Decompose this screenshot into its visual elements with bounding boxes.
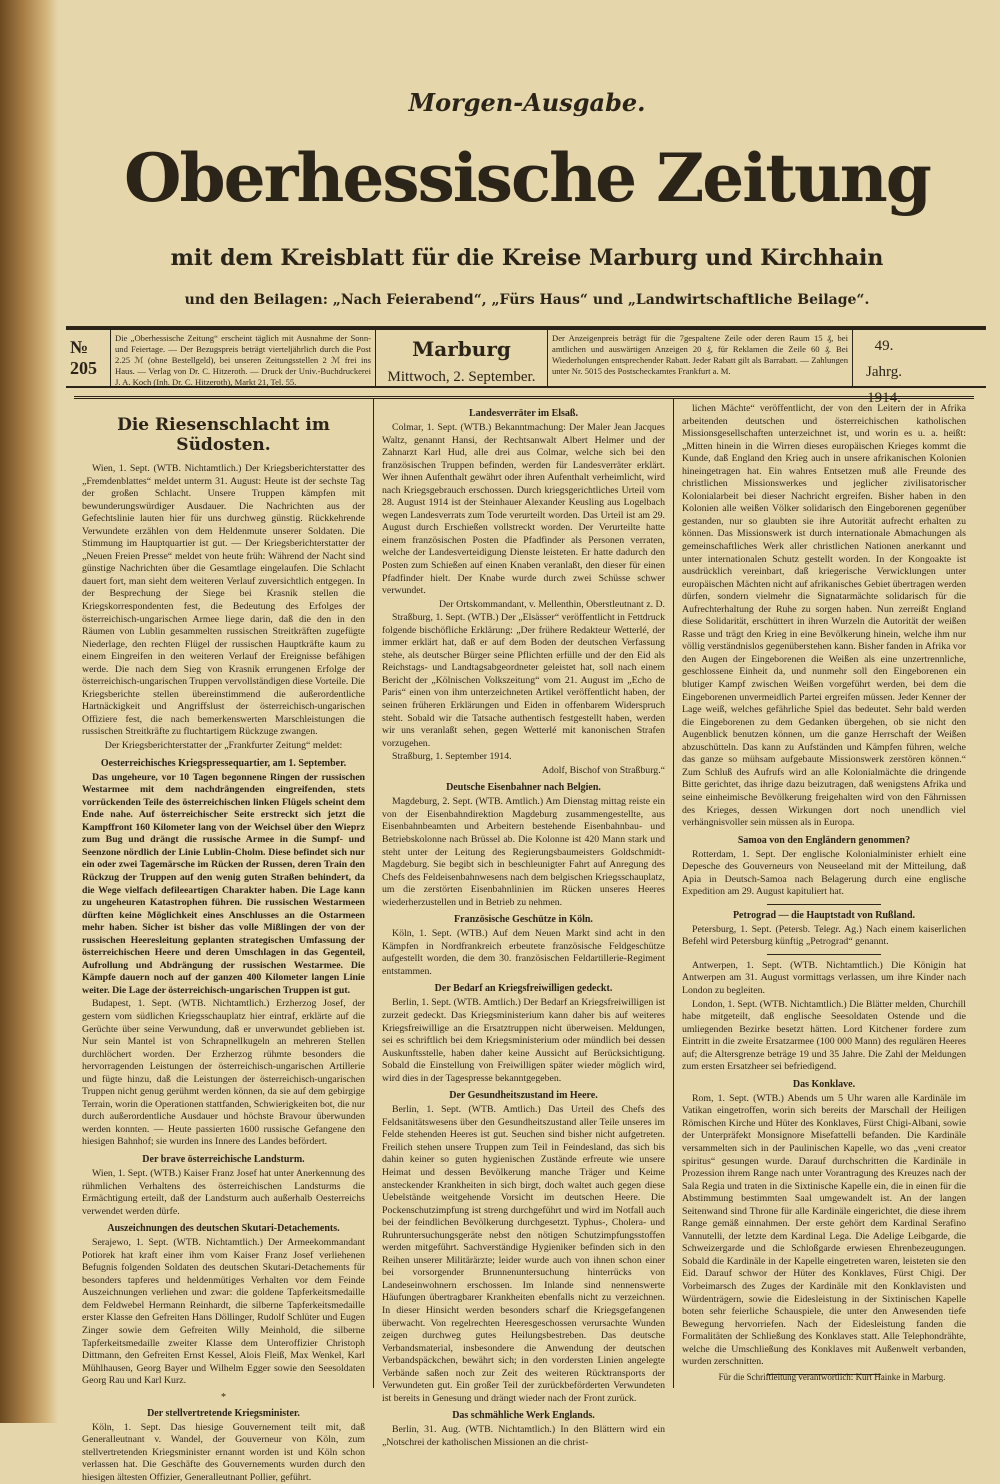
divider bbox=[767, 904, 881, 905]
column-1 bbox=[74, 399, 374, 1483]
subscription-info: Die „Oberhessische Zeitung“ erscheint täglich mit Ausnahme der Sonn- und Feiertage. — Der Bezugspreis beträgt vierteljährlich durch die Post 2.25 ℳ (ohne Bestellgeld), bei unseren Zeitungsstellen 2 ℳ frei ins Haus. — Verlag von Dr. C. Hitzeroth. — Druck der Univ.-Buchdruckerei J. A. Koch (Inh. Dr. C. Hitzeroth), Markt 21, Tel. 55. bbox=[111, 330, 376, 386]
article-columns bbox=[74, 396, 974, 1483]
editor-credit: Für die Schriftleitung verantwortlich: Kurt Hainke in Marburg. bbox=[718, 1372, 946, 1382]
article-paragraph: Petersburg, 1. Sept. (Petersb. Telegr. Ag.) Nach einem kaiserlichen Befehl wird Petersburg künftig „Petrograd“ genannt. bbox=[682, 923, 966, 948]
article-subheading: Landesverräter im Elsaß. bbox=[469, 408, 578, 419]
article-paragraph: Rotterdam, 1. Sept. Der englische Kolonialminister erhielt eine Depesche des Gouverneurs von Neuseeland mit der Mitteilung, daß Apia in Deutsch-Samoa nach Belagerung durch eine englische Expedition am 29. August kapituliert hat. bbox=[682, 848, 966, 898]
article-subheading: Der brave österreichische Landsturm. bbox=[142, 1153, 305, 1165]
article-paragraph: Der Ortskommandant, v. Mellenthin, Oberstleutnant z. D. bbox=[438, 598, 665, 610]
article-paragraph: Rom, 1. Sept. (WTB.) Abends um 5 Uhr waren alle Kardinäle im Vatikan eingetroffen, worin sich bereits der Marschall der Heiligen Römischen Kirche und Hüter des Konklaves, Fürst Chigi-Albani, sowie der Unterpräfekt Monsignore Misefattelli befanden. Die Kardinäle versammelten sich in der Paulinischen Kapelle, wo das „veni creator spiritus“ gesungen wurde. Darauf durchschritten die Kardinäle in Prozession ihrem Range nach unter Vorantragung des Kreuzes nach der Sala Regia und traten in die Sixtinische Kapelle ein, die in einen für die Abstimmung bestimmten Saal umgewandelt ist. An der langen Seitenwand sind Throne für alle Kardinäle eingerichtet, die diese ihrem Range gemäß einnahmen. Der erste gehört dem Kardinal Serafino Vannutelli, der letzte dem Kardinal Lega. Die Adelige Leibgarde, die Schweizergarde und die Schloßgarde erwiesen Ehrenbezeugungen. Sobald die Kardinäle in der Kapelle eingetreten waren, leisteten sie den Eid. Darauf schwor der Hüter des Konklaves, Fürst Chigi. Der Vorbeimarsch des Zuges der Kardinäle mit den Konklavisten und Würdenträgern, sowie die Eidesleistung in der Sixtinischen Kapelle boten sehr feierliche Schauspiele, die unter den Anwesenden tiefe Bewegung hervorriefen. Nach der Eidesleistung fanden die Formalitäten der Schließung des Konklaves statt. Alle Telephondrähte, welche die Umschließung des Konklaves mit Außenwelt verbanden, wurden zerschnitten. bbox=[682, 1092, 966, 1368]
article-paragraph: Das ungeheure, vor 10 Tagen begonnene Ringen der russischen Westarmee mit dem nachdrängenden eingreifenden, stets vorrückenden Teile des österreichischen linken Flügels scheint dem Ende nahe. Auf österreichischer Seite erstreckt sich jetzt die Kampffront 160 Kilometer lang von der Weichsel über den Wieprz zum Bug und drängt die russische Armee in die Sumpf- und Seenzone nördlich der Linie Lublin-Cholm. Diese befindet sich nur ein oder zwei Tagemärsche im Rücken der Russen, deren Train den Rückzug der Truppen auf den wenig guten Straßen behindert, da die Wege vielfach defileeartigen Charakter haben. Die Lage kann zu ungeheuren Katastrophen führen. Die russischen Westarmeen dürften keine Möglichkeit eines Anschlusses an die Ostarmeen mehr haben. Sicher ist bisher das volle Mißlingen der von der russischen Heeresleitung geplanten strategischen Umfassung der österreichischen Heere und deren Umschlagen in das Gegenteil, Aufrollung und Abdrängung der russischen Westarmee. Die Kämpfe dauern noch auf der ganzen 400 Kilometer langen Linie weiter. Die Lage der österreichisch-ungarischen Truppen ist gut. bbox=[82, 771, 365, 996]
article-paragraph: Wien, 1. Sept. (WTB. Nichtamtlich.) Der Kriegsberichterstatter des „Fremdenblattes“ meldet unterm 31. August: Heute ist der sechste Tag der großen Schlacht. Unsere Truppen kämpfen mit bewunderungswürdiger Ausdauer. Die Nachrichten aus der Gefechtslinie lauten hier für uns durchweg günstig. Rückkehrende Verwundete erzählen von dem Heldenmute unserer Soldaten. Die Stimmung im Hauptquartier ist gut. — Der Kriegsberichterstatter der „Neuen Freien Presse“ meldet von heute früh: Während der Nacht sind günstige Nachrichten über die Gesamtlage eingelaufen. Die Schlacht dauert fort, man sieht dem weiteren Verlauf zuversichtlich entgegen. In der Besprechung der Siege bei Krasnik stellen die Kriegskorrespondenten fest, die Bedeutung des Erfolges der österreichisch-ungarischen Armee liege darin, daß die den in den Räumen von Lublin gesammelten russischen Streitkräften zugefügte Niederlage, den rechten Flügel der russischen Hauptkräfte kaum zu einem Eingreifen in den weiteren Verlauf der Ereignisse befähigen werde. Die nach dem Sieg von Krasnik errungenen Erfolge der österreichisch-ungarischen Truppen vervollständigen diese Vorteile. Die Kriegsberichte stellen übereinstimmend die außerordentliche Hartnäckigkeit und Angriffslust der österreichisch-ungarischen Offiziere fest, die nach bemerkenswerten Marschleistungen die russischen Streitkräfte zu fluchtartigem Rückzuge zwangen. bbox=[82, 463, 365, 738]
info-bar bbox=[66, 326, 986, 406]
article-headline: Die Riesenschlacht im Südosten. bbox=[117, 415, 330, 455]
article-paragraph: Antwerpen, 1. Sept. (WTB. Nichtamtlich.) Die Königin hat Antwerpen am 31. August vormittags verlassen, um ihre Kinder nach London zu begleiten. bbox=[682, 959, 966, 996]
newspaper-subtitle: mit dem Kreisblatt für die Kreise Marburg und Kirchhain bbox=[170, 245, 884, 271]
article-subheading: Der stellvertretende Kriegsminister. bbox=[147, 1407, 300, 1419]
article-paragraph: London, 1. Sept. (WTB. Nichtamtlich.) Die Blätter melden, Churchill habe mitgeteilt, daß englische Seesoldaten Ostende und die umliegenden Bezirke besetzt hätten. Lord Kitchener fordere zum Eintritt in die zweite Ersatzarmee (100 000 Mann) des regulären Heeres auf; die Altersgrenze beträge 19 und 35 Jahre. Die Zahl der Meldungen zum ersten Ersatzheer sei befriedigend. bbox=[682, 998, 966, 1073]
article-paragraph: Der Kriegsberichterstatter der „Frankfurter Zeitung“ meldet: bbox=[104, 740, 343, 752]
article-subheading: Deutsche Eisenbahner nach Belgien. bbox=[446, 782, 601, 794]
article-paragraph: Colmar, 1. Sept. (WTB.) Bekanntmachung: Der Maler Jean Jacques Waltz, genannt Hansi, der Rechtsanwalt Albert Helmer und der Zahnarzt Karl Hud, alle drei aus Colmar, welche sich bei den französischen Truppen befinden, werden für Landesverräter erklärt. Wer ihnen Aufenthalt gewährt oder ihren Aufenthalt verheimlicht, wird nach Kriegsgebrauch erschossen. Durch kriegsgerichtliches Urteil vom 28. August 1914 ist der Steinhauer Alexander Keusling aus Logelbach wegen Landesverrats zum Tode verurteilt worden. Das Urteil ist am 29. August durch Erschießen vollstreckt worden. Der Verurteilte hatte einem französischen Posten die Pfadfinder als Personen verraten, welche der Landesverteidigung Dienste leisteten. Er hatte dadurch den Posten zum Schießen auf einen Knaben veranlaßt, den dieser für einen Pfadfinder hielt. Der Knabe wurde durch zwei Schüsse schwer verwundet. bbox=[382, 422, 665, 597]
article-paragraph: Berlin, 1. Sept. (WTB. Amtlich.) Das Urteil des Chefs des Feldsanitätswesens über den Gesundheitszustand aller Teile unseres im Felde stehenden Heeres ist gut. Seuchen sind bisher nicht aufgetreten. Freilich stehen unsere Truppen zum Teil in Feindesland, das sich bis dahin keiner so guten hygienischen Zustände erfreute wie unsere Heimat und dessen Bevölkerung manche Träger und Keime ansteckender Krankheiten in sich birgt, doch waltet auch gegen diese Uebelstände weitgehende Vorsicht im deutschen Heere. Die Pockenschutzimpfung ist streng durchgeführt und wird im Notfall auch bei der feindlichen Bevölkerung durchgesetzt. Typhus-, Cholera- und Ruhruntersuchungsgeräte nebst den nötigen Schutzimpfungsstoffen werden mitgeführt. Sachverständige Hygieniker befinden sich in den Reihen unserer Militärärzte; leider wurde auch von ihnen schon einer bei vorsorgender Brunnenuntersuchung hinterrücks von Landeseinwohnern erschossen. Im Inlande sind nennenswerte Häufungen übertragbarer Krankheiten ebenfalls nicht zu verzeichnen. In dieser Hinsicht werden besonders scharf die Kriegsgefangenen überwacht. Von regelrechten Heeresgeschossen verursachte Wunden zeigen durchweg gutes Heilungsbestreben. Das deutsche Verbandsmaterial, insbesondere die Anwendung der deutschen Verbandspäckchen, bewährt sich; in den vordersten Linien angelegte Verbände saßen noch zur Zeit des weiteren Rücktransports der Verwundeten gut. Ein großer Teil der zurückbeförderten Verwundeten ist bereits in Genesung und drängt wieder nach der Front zurück. bbox=[382, 1104, 665, 1404]
edition-label: Morgen-Ausgabe. bbox=[408, 88, 646, 117]
article-paragraph: Köln, 1. Sept. Das hiesige Gouvernement teilt mit, daß Generalleutnant v. Wandel, der Gouverneur von Köln, zum stellvertretenden Kriegsminister ernannt worden ist und Köln schon verlassen hat. Die Geschäfte des Gouvernements wurden durch den hiesigen ältesten Offizier, Generalleutnant Pollier, geführt. bbox=[82, 1421, 365, 1483]
newspaper-title: Oberhessische Zeitung bbox=[124, 139, 930, 217]
column-3 bbox=[674, 399, 974, 1388]
article-paragraph: Serajewo, 1. Sept. (WTB. Nichtamtlich.) Der Armeekommandant Potiorek hat kraft einer ihm vom Kaiser Franz Josef verliehenen Befugnis folgenden Soldaten des deutschen Skutari-Detachements für besonders tapferes und heldenmütiges Verhalten vor dem Feinde Auszeichnungen verliehen und zwar: die goldene Tapferkeitsmedaille dem Feldwebel Hermann Reinhardt, die silberne Tapferkeitsmedaille erster Klasse den Gefreiten Hans Döllinger, Rudolf Schlüter und Eugen Zinger sowie dem Gefreiten Willy Meinhold, die silberne Tapferkeitsmedaille zweiter Klasse dem Unteroffizier Christoph Dittmann, den Gefreiten Ernst Kessel, Alois Fleiß, Max Wenkel, Karl Mühlhausen, Georg Bayer und Wilhelm Egger sowie den Seesoldaten Georg Rau und Karl Kurz. bbox=[82, 1237, 365, 1387]
issue-number: № 205 bbox=[66, 330, 111, 386]
article-subheading: Auszeichnungen des deutschen Skutari-Detachements. bbox=[107, 1223, 340, 1235]
article-paragraph: lichen Mächte“ veröffentlicht, der von den Leitern der in Afrika arbeitenden deutschen und österreichischen katholischen Missionsgesellschaften unterzeichnet ist, und worin es u. a. heißt: „Mitten hinein in die Wirren dieses europäischen Krieges kommt die Kunde, daß England den Krieg auch in unsere afrikanischen Kolonien hineingetragen hat. Ein wahres Entsetzen muß alle Freunde des christlichen Missionswerkes und jeglicher zivilisatorischer Kolonialarbeit bei dieser Nachricht ergreifen. Bisher haben in den Kolonien alle weißen Völker solidarisch den Eingeborenen gegenüber gestanden, nur so glaubten sie ihre Autorität aufrecht erhalten zu können. Das Missionswerk ist durch internationale Abmachungen als gemeinschaftliches Werk aller christlichen Nationen anerkannt und unter internationalen Schutz gestellt worden. In der Kongoakte ist ausdrücklich vereinbart, daß kriegerische Verwicklungen unter europäischen Mächten nicht auf afrikanisches Gebiet übertragen werden dürfen, sondern vielmehr die Signatarmächte solidarisch für die Aufrechterhaltung der Ruhe zu sorgen haben. Nun zerreißt England diese Solidarität, erschüttert in ihren Wurzeln die Autorität der weißen Rasse und trägt den Krieg in eine Bevölkerung hinein, welche ihm nur völlig verständnislos gegenüberstehen kann. Bisher fanden in Afrika vor den Augen der Eingeborenen die Weißen als eine unzertrennliche, geschlossene Einheit da, und nunmehr soll den Eingeborenen ein blutiger Kampf zwischen Weißen vorgeführt werden, bei dem die Eingeborenen unvermeidlich Partei ergreifen müssen. Jeder Kenner der Lage weiß, welches gefährliche Spiel das bedeutet. Sehr bald werden die Eingeborenen zu dem Gedanken übergehen, ob sie nicht den Augenblick benutzen können, um die ganze Herrschaft der Weißen abzuschütteln. Das kann zu Aufständen und Kämpfen führen, welche das ganze so mühsam aufgebaute Missionswerk zerstören können.“ Zum Schluß des Aufrufs wird an alle Kolonialmächte die dringende Bitte gerichtet, das ihrige dazu beizutragen, daß wenigstens Afrika und seine einheimische Bevölkerung freigehalten wird von den Fährnissen des Krieges, dessen Wirkungen dort noch unendlich viel verhängnisvoller sein müssen als in Europa. bbox=[682, 403, 966, 829]
article-subheading: Oesterreichisches Kriegspressequartier, am 1. September. bbox=[100, 757, 347, 769]
newspaper-page bbox=[62, 0, 992, 1483]
article-paragraph: Adolf, Bischof von Straßburg.“ bbox=[541, 764, 665, 776]
article-subheading: Petrograd — die Hauptstadt von Rußland. bbox=[732, 909, 916, 921]
volume: 49. Jahrg. bbox=[866, 338, 902, 380]
volume-year bbox=[853, 330, 915, 406]
year: 1914. bbox=[867, 390, 901, 406]
divider bbox=[767, 954, 881, 955]
article-paragraph: Berlin, 31. Aug. (WTB. Nichtamtlich.) In den Blättern wird ein „Notschrei der katholischen Missionen an die christ- bbox=[382, 1424, 665, 1448]
article-paragraph: Berlin, 1. Sept. (WTB. Amtlich.) Der Bedarf an Kriegsfreiwilligen ist zurzeit gedeckt. Das Kriegsministerium kann daher bis auf weiteres Kriegsfreiwillige an die Ersatztruppen nicht überweisen. Meldungen, sei es schriftlich bei dem Kriegsministerium oder mündlich bei dessen Auskunftsstelle, haben daher keine Aussicht auf Berücksichtigung. Sobald die Einstellung von Freiwilligen später wieder möglich wird, wird dies in der Tagespresse bekanntgegeben. bbox=[382, 997, 665, 1084]
article-subheading: Der Bedarf an Kriegsfreiwilligen gedeckt. bbox=[434, 983, 613, 995]
section-separator-star: * bbox=[221, 1391, 226, 1403]
place-date bbox=[376, 330, 548, 386]
article-paragraph: Budapest, 1. Sept. (WTB. Nichtamtlich.) Erzherzog Josef, der gestern vom südlichen Kriegsschauplatz hier eintraf, erklärte auf die Gerüchte über seine Verwundung, daß er unverwundet geblieben ist. Nur sein Mantel ist von Schrapnellkugeln an mehreren Stellen durchlöchert worden. Der Erzherzog rühmte besonders die hervorragenden Leistungen der österreichisch-ungarischen Artillerie und fügte hinzu, daß die Leistungen der österreichisch-ungarischen Truppen nicht genug gerühmt werden können, da sie auf dem gebirgige Terrain, worin die Operationen stattfanden, Schwierigkeiten bot, die nur durch außerordentliche Ausdauer und höchste Bravour überwunden werden konnten. — Heute passierten 1600 russische Gefangene den hiesigen Bahnhof; sie wurden ins Innere des Landes befördert. bbox=[82, 998, 365, 1148]
article-subheading: Das Konklave. bbox=[792, 1078, 856, 1090]
article-paragraph: Köln, 1. Sept. (WTB.) Auf dem Neuen Markt sind acht in den Kämpfen in Nordfrankreich erbeutete französische Feldgeschütze aufgestellt worden, die dem 30. französischen Feldartillerie-Regiment entstammen. bbox=[382, 928, 665, 977]
issue-date: Mittwoch, 2. September. bbox=[387, 369, 536, 385]
city: Marburg bbox=[412, 337, 511, 361]
article-paragraph: Straßburg, 1. Sept. (WTB.) Der „Elsässer“ veröffentlicht in Fettdruck folgende bischöfliche Erklärung: „Der frühere Redakteur Wetterlé, der immer erklärt hat, daß er auf dem Boden der deutschen Verfassung stehe, als deutscher Bürger seine Pflichten erfülle und der den Eid als Reichstags- und Landtagsabgeordneter geleistet hat, soll nach einem Bericht der „Kölnischen Volkszeitung“ vom 21. August im „Echo de Paris“ einen von ihm unterzeichneten Artikel veröffentlicht haben, der seinen früheren Erklärungen und Eiden in offenbarem Widerspruch steht. Sobald wir die Tatsache authentisch festgestellt haben, werden wir uns veranlaßt sehen, gegen Wetterlé mit kanonischen Strafen vorzugehen. bbox=[382, 612, 665, 749]
article-paragraph: Straßburg, 1. September 1914. bbox=[392, 751, 512, 763]
advertising-rates: Der Anzeigenpreis beträgt für die 7gespaltene Zeile oder deren Raum 15 ₰, bei amtlichen und auswärtigen Anzeigen 20 ₰, für Reklamen die Zeile 60 ₰. Bei Wiederholungen entsprechender Rabatt. Jeder Rabatt gilt als Barrabatt. — Zahlungen unter Nr. 5015 des Postscheckamtes Frankfurt a. M. bbox=[548, 330, 853, 386]
article-paragraph: Magdeburg, 2. Sept. (WTB. Amtlich.) Am Dienstag mittag reiste ein von der Eisenbahndirektion Magdeburg zusammengestellte, aus Eisenbahnbeamten und Arbeitern bestehende Eisenbahnbau- und Betriebskolonne nach Brüssel ab. Die Kolonne ist 420 Mann stark und steht unter der Leitung des Regierungsbaumeisters Goldschmidt-Magdeburg. Sie begibt sich in beschleunigter Fahrt auf Anregung des Chefs des Feldeisenbahnwesens nach dem belgischen Kriegsschauplatz, um die zerstörten Eisenbahnlinien im Rücken unseres Heeres wiederherzustellen und in Betrieb zu nehmen. bbox=[382, 796, 665, 908]
column-2 bbox=[374, 399, 674, 1448]
supplements-line: und den Beilagen: „Nach Feierabend“, „Fürs Haus“ und „Landwirtschaftliche Beilage“. bbox=[184, 292, 870, 308]
page-binding-edge bbox=[0, 0, 58, 1423]
article-subheading: Samoa von den Engländern genommen? bbox=[737, 834, 911, 846]
article-paragraph: Wien, 1. Sept. (WTB.) Kaiser Franz Josef hat unter Anerkennung des rühmlichen Verhaltens des österreichischen Landsturms die Ermächtigung erteilt, daß der Landsturm auch außerhalb Oesterreichs verwendet werden dürfe. bbox=[82, 1167, 365, 1217]
article-subheading: Das schmähliche Werk Englands. bbox=[452, 1410, 595, 1422]
article-subheading: Französische Geschütze in Köln. bbox=[454, 914, 593, 926]
article-subheading: Der Gesundheitszustand im Heere. bbox=[449, 1090, 598, 1102]
